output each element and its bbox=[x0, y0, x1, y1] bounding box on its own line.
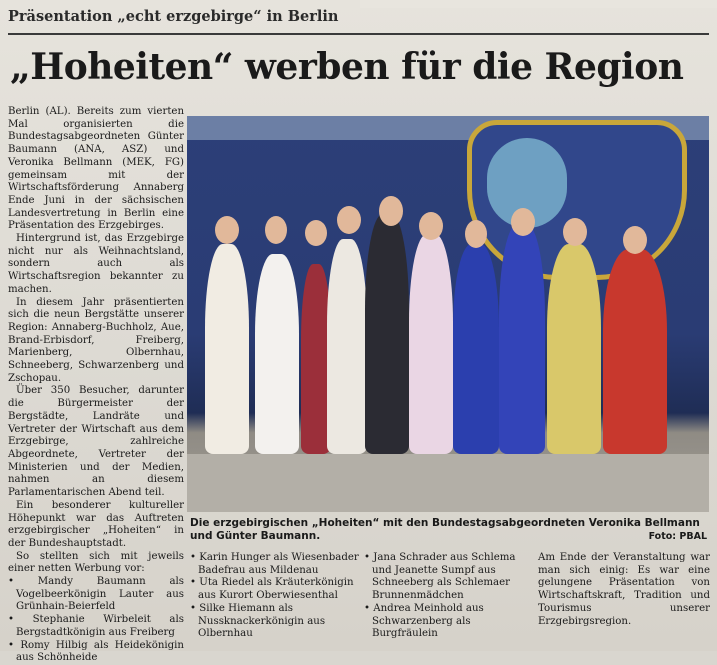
list-item: • Romy Hilbig als Heidekönigin aus Schönheide bbox=[8, 640, 184, 665]
person bbox=[603, 249, 667, 454]
paragraph-4: Über 350 Besucher, darunter die Bürgermeister der Bergstädte, Landräte und Vertreter der Wirtschaft aus dem Erzgebirge, zahlreiche Abgeordnete, Vertreter der Ministerien und der Medien, nahmen an diesem Parlamentarischen Abend teil. bbox=[8, 385, 184, 499]
royalty-list-2 bbox=[190, 552, 360, 641]
paragraph-6: So stellten sich mit jeweils einer netten Werbung vor: bbox=[8, 550, 184, 575]
list-item: • Silke Hiemann als Nussknackerkönigin aus Olbernhau bbox=[190, 603, 360, 641]
person bbox=[255, 254, 299, 454]
closing-paragraph: Am Ende der Veranstaltung war man sich einig: Es war eine gelungene Präsentation von Wirtschaftskraft, Tradition und Tourismus unserer Erzgebirgsregion. bbox=[538, 552, 710, 627]
article-column-3 bbox=[364, 552, 534, 641]
group-photo bbox=[187, 116, 709, 512]
paragraph-2: Hintergrund ist, das Erzgebirge nicht nur als Weihnachtsland, sondern auch als Wirtschaftsregion bekannter zu machen. bbox=[8, 233, 184, 295]
person-head bbox=[511, 208, 535, 236]
headline: „Hoheiten“ werben für die Region bbox=[10, 46, 684, 88]
article-column-2 bbox=[190, 552, 360, 641]
photo-credit: Foto: PBAL bbox=[648, 531, 707, 542]
person-head bbox=[215, 216, 239, 244]
person-head bbox=[305, 220, 327, 246]
page-bleed bbox=[360, 0, 717, 8]
list-item: • Stephanie Wirbeleit als Bergstadtkönigin aus Freiberg bbox=[8, 614, 184, 639]
paragraph-1: Berlin (AL). Bereits zum vierten Mal organisierten die Bundestagsabgeordneten Günter Baumann (ANA, ASZ) und Veronika Bellmann (MEK, FG) gemeinsam mit der Wirtschaftsförderung Annaberg Ende Juni in der sächsischen Landesvertretung in Berlin eine Präsentation des Erzgebirges. bbox=[8, 106, 184, 232]
person bbox=[453, 244, 499, 454]
list-item: • Mandy Baumann als Vogelbeerkönigin Lauter aus Grünhain-Beierfeld bbox=[8, 576, 184, 614]
royalty-list-3 bbox=[364, 552, 534, 641]
person-head bbox=[563, 218, 587, 246]
person-head bbox=[337, 206, 361, 234]
pavement bbox=[187, 454, 709, 512]
person-head bbox=[265, 216, 287, 244]
royalty-list-1 bbox=[8, 576, 184, 665]
person bbox=[499, 224, 545, 454]
person-head bbox=[419, 212, 443, 240]
list-item: • Jana Schrader aus Schlema und Jeanette Sumpf aus Schneeberg als Schlemaer Brunnenmädchen bbox=[364, 552, 534, 603]
person-head bbox=[465, 220, 487, 248]
person bbox=[327, 239, 367, 454]
paragraph-5: Ein besonderer kultureller Höhepunkt war das Auftreten erzgebirgischer „Hoheiten“ in der Bundeshauptstadt. bbox=[8, 499, 184, 549]
person bbox=[409, 234, 453, 454]
person-head bbox=[379, 196, 403, 226]
article-column-1 bbox=[8, 106, 184, 665]
person bbox=[547, 244, 601, 454]
kicker-rule bbox=[8, 33, 709, 35]
person bbox=[365, 214, 409, 454]
person-head bbox=[623, 226, 647, 254]
list-item: • Uta Riedel als Kräuterkönigin aus Kurort Oberwiesenthal bbox=[190, 577, 360, 602]
kicker: Präsentation „echt erzgebirge“ in Berlin bbox=[8, 8, 339, 25]
photo-caption: Die erzgebirgischen „Hoheiten“ mit den Bundestagsabgeordneten Veronika Bellmann und Günter Baumann. bbox=[190, 517, 700, 542]
person bbox=[205, 244, 249, 454]
list-item: • Karin Hunger als Wiesenbader Badefrau aus Mildenau bbox=[190, 552, 360, 577]
paragraph-3: In diesem Jahr präsentierten sich die neun Bergstätte unserer Region: Annaberg-Buchholz, Aue, Brand-Erbisdorf, Freiberg, Marienberg, Olbernhau, Schneeberg, Schwarzenberg und Zschopau. bbox=[8, 296, 184, 384]
list-item: • Andrea Meinhold aus Schwarzenberg als Burgfräulein bbox=[364, 603, 534, 641]
